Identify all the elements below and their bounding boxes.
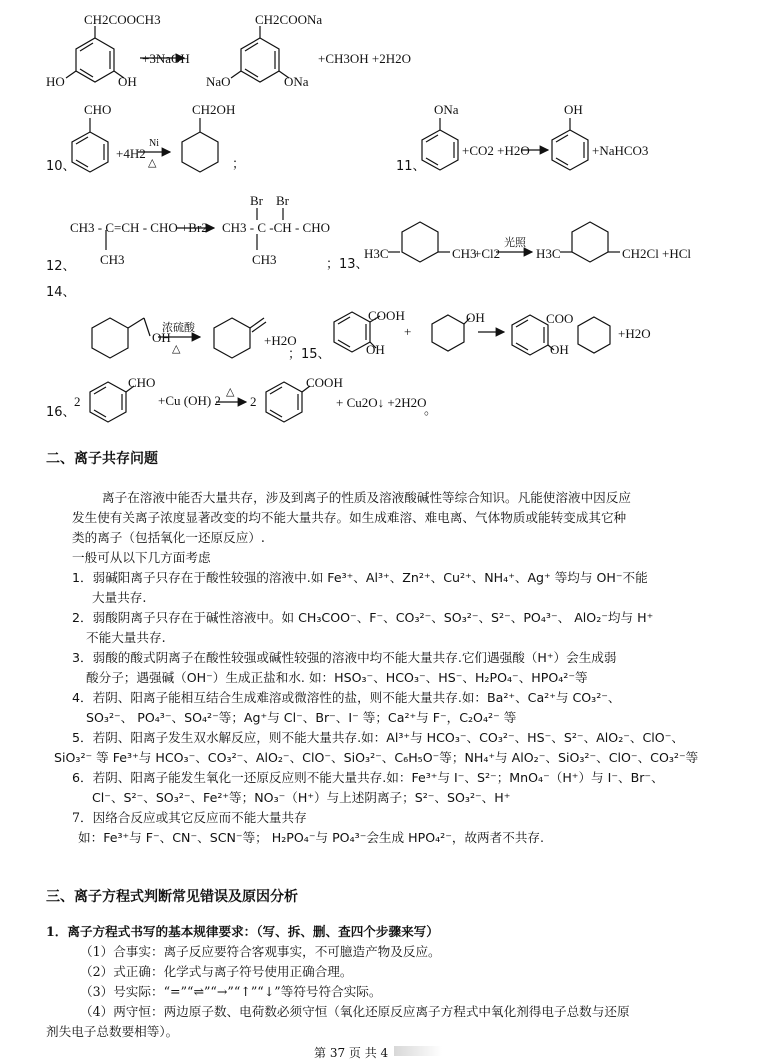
subsection-title: 1．离子方程式书写的基本规律要求：（写、拆、删、查四个步骤来写） xyxy=(46,924,439,939)
benzene-ring xyxy=(512,315,548,355)
byproduct: +NaHCO3 xyxy=(592,143,649,158)
benzene-ring xyxy=(402,222,438,262)
section-title: 二、离子共存问题 xyxy=(46,451,158,467)
condition: △ xyxy=(172,343,181,355)
benzene-ring xyxy=(552,130,588,170)
condition: Ni xyxy=(149,138,159,149)
list-item: （4）两守恒：两边原子数、电荷数必须守恒（氧化还原反应离子方程式中氧化剂得电子总数与还原 xyxy=(80,1004,630,1019)
separator: ；13、 xyxy=(326,257,369,272)
condition: 光照 xyxy=(504,237,526,249)
reagent: +CO2 +H2O xyxy=(462,143,530,158)
list-item: 5．若阴、阳离子发生双水解反应，则不能大量共存.如：Al³⁺与 HCO₃⁻、CO₃²⁻、HS⁻、S²⁻、AlO₂⁻、ClO⁻、 xyxy=(72,730,684,745)
substituent: CH2COONa xyxy=(255,12,323,27)
list-item: 剂失电子总数要相等）。 xyxy=(46,1024,179,1039)
cyclohexane-ring xyxy=(578,317,610,353)
substituent: ONa xyxy=(284,74,309,89)
list-item: 7．因络合反应或其它反应而不能大量共存 xyxy=(72,810,307,825)
benzene-ring xyxy=(72,132,108,172)
substituent: OH xyxy=(466,310,485,325)
substituent: COOH xyxy=(368,308,405,323)
benzene-ring xyxy=(572,222,608,262)
paragraph-line: 发生使有关离子浓度显著改变的均不能大量共存。如生成难溶、难电离、气体物质或能转变成其它种 xyxy=(72,510,627,525)
reagent: +3NaOH xyxy=(142,51,190,66)
substituent: CH3 xyxy=(452,246,477,261)
substituent: NaO xyxy=(206,74,231,89)
coefficient: 2 xyxy=(74,394,81,409)
substituent: CHO xyxy=(84,102,112,117)
list-item: 大量共存. xyxy=(92,590,147,605)
list-item: 6．若阴、阳离子能发生氧化一还原反应则不能大量共存.如：Fe³⁺与 I⁻、S²⁻；MnO₄⁻（H⁺）与 I⁻、Br⁻、 xyxy=(72,770,664,785)
substituent: COO xyxy=(546,311,574,326)
list-item: SiO₃²⁻ 等 Fe³⁺与 HCO₃⁻、CO₃²⁻、AlO₂⁻、ClO⁻、SiO₃²⁻、C₆H₅O⁻等；NH₄⁺与 AlO₂⁻、SiO₃²⁻、ClO⁻、CO₃²⁻等 xyxy=(54,750,699,765)
substituent: CHO xyxy=(128,375,156,390)
paragraph-line: 离子在溶液中能否大量共存，涉及到离子的性质及溶液酸碱性等综合知识。凡能使溶液中因反应 xyxy=(102,490,631,505)
byproduct: +H2O xyxy=(264,333,297,348)
reaction-number: 11、 xyxy=(396,159,426,174)
benzene-ring xyxy=(422,130,458,170)
substituent: OH xyxy=(366,342,385,357)
reactant: CH3 - C=CH - CHO +Br2 xyxy=(70,220,208,235)
cyclohexane-ring xyxy=(92,318,128,358)
list-item: （3）号实际：“=”“⇌”“→”“↑”“↓”等符号符合实际。 xyxy=(80,984,382,999)
list-item: Cl⁻、S²⁻、SO₃²⁻、Fe²⁺等；NO₃⁻（H⁺）与上述阴离子；S²⁻、SO₃²⁻、H⁺ xyxy=(92,790,511,805)
list-item: 如：Fe³⁺与 F⁻、CN⁻、SCN⁻等； H₂PO₄⁻与 PO₄³⁻会生成 HPO₄²⁻，故两者不共存. xyxy=(78,830,545,845)
substituent: HO xyxy=(46,74,65,89)
section-title: 三、离子方程式判断常见错误及原因分析 xyxy=(46,889,298,905)
condition: 浓硫酸 xyxy=(162,322,195,334)
substituent: CH2OH xyxy=(192,102,236,117)
substituent: OH xyxy=(564,102,583,117)
separator: ； xyxy=(232,156,246,171)
reaction-number: 16、 xyxy=(46,405,76,420)
list-item: 4．若阴、阳离子能相互结合生成难溶或微溶性的盐，则不能大量共存.如：Ba²⁺、Ca²⁺与 CO₃²⁻、 xyxy=(72,690,621,705)
coefficient: 2 xyxy=(250,394,257,409)
list-item: 2．弱酸阴离子只存在于碱性溶液中。如 CH₃COO⁻、F⁻、CO₃²⁻、SO₃²⁻、S²⁻、PO₄³⁻、 AlO₂⁻均与 H⁺ xyxy=(72,610,654,625)
reaction-number: 12、 xyxy=(46,259,76,274)
reaction-schemes xyxy=(0,0,762,430)
list-item: 1．弱碱阳离子只存在于酸性较强的溶液中.如 Fe³⁺、Al³⁺、Zn²⁺、Cu²⁺、NH₄⁺、Ag⁺ 等均与 OH⁻不能 xyxy=(72,570,648,585)
reaction-number: 10、 xyxy=(46,159,76,174)
list-item: 3．弱酸的酸式阴离子在酸性较强或碱性较强的溶液中均不能大量共存.它们遇强酸（H⁺）会生成弱 xyxy=(72,650,617,665)
cyclohexane-ring xyxy=(214,318,250,358)
footer-fade xyxy=(394,1046,442,1056)
condition: △ xyxy=(226,386,235,398)
byproduct: +H2O xyxy=(618,326,651,341)
substituent: CH2COOCH3 xyxy=(84,12,161,27)
plus-sign: + xyxy=(404,324,412,339)
byproducts: + Cu2O↓ +2H2O xyxy=(336,395,427,410)
paragraph-line: 类的离子（包括氧化一还原反应）. xyxy=(72,530,265,545)
benzene-ring xyxy=(241,38,279,82)
page-number: 第 37 页 共 4 xyxy=(314,1046,389,1060)
substituent: OH xyxy=(118,74,137,89)
separator: 。 xyxy=(424,402,438,417)
separator: ；15、 xyxy=(288,347,331,362)
list-item: （2）式正确：化学式与离子符号使用正确合理。 xyxy=(80,964,353,979)
byproducts: +CH3OH +2H2O xyxy=(318,51,412,66)
reagent: +4H2 xyxy=(116,146,146,161)
reagent: +Cl2 xyxy=(474,246,501,261)
substituent: OH xyxy=(152,330,171,345)
substituent: CH2Cl xyxy=(622,246,659,261)
substituent: OH xyxy=(550,342,569,357)
reagent: +Cu (OH) 2 xyxy=(158,393,221,408)
reaction-number: 14、 xyxy=(46,285,76,300)
substituent: H3C xyxy=(364,246,389,261)
condition: △ xyxy=(148,157,157,169)
substituent: Br xyxy=(250,193,263,208)
cyclohexane-ring xyxy=(432,315,464,351)
paragraph-line: 一般可从以下几方面考虑 xyxy=(72,550,211,565)
product: CH3 - C -CH - CHO xyxy=(222,220,330,235)
benzene-ring xyxy=(90,382,126,422)
benzene-ring xyxy=(76,38,114,82)
list-item: SO₃²⁻、 PO₄³⁻、SO₄²⁻等；Ag⁺与 Cl⁻、Br⁻、I⁻ 等；Ca²⁺与 F⁻，C₂O₄²⁻ 等 xyxy=(86,710,517,725)
list-item: 酸分子；遇强碱（OH⁻）生成正盐和水. 如：HSO₃⁻、HCO₃⁻、HS⁻、H₂PO₄⁻、HPO₄²⁻等 xyxy=(86,670,588,685)
benzene-ring xyxy=(334,312,370,352)
substituent: ONa xyxy=(434,102,459,117)
list-item: （1）合事实：离子反应要符合客观事实，不可臆造产物及反应。 xyxy=(80,944,441,959)
benzene-ring xyxy=(266,382,302,422)
substituent: H3C xyxy=(536,246,561,261)
substituent: CH3 xyxy=(252,252,277,267)
substituent: CH3 xyxy=(100,252,125,267)
substituent: Br xyxy=(276,193,289,208)
substituent: COOH xyxy=(306,375,343,390)
byproduct: +HCl xyxy=(662,246,692,261)
list-item: 不能大量共存. xyxy=(86,630,166,645)
cyclohexane-ring xyxy=(182,132,218,172)
